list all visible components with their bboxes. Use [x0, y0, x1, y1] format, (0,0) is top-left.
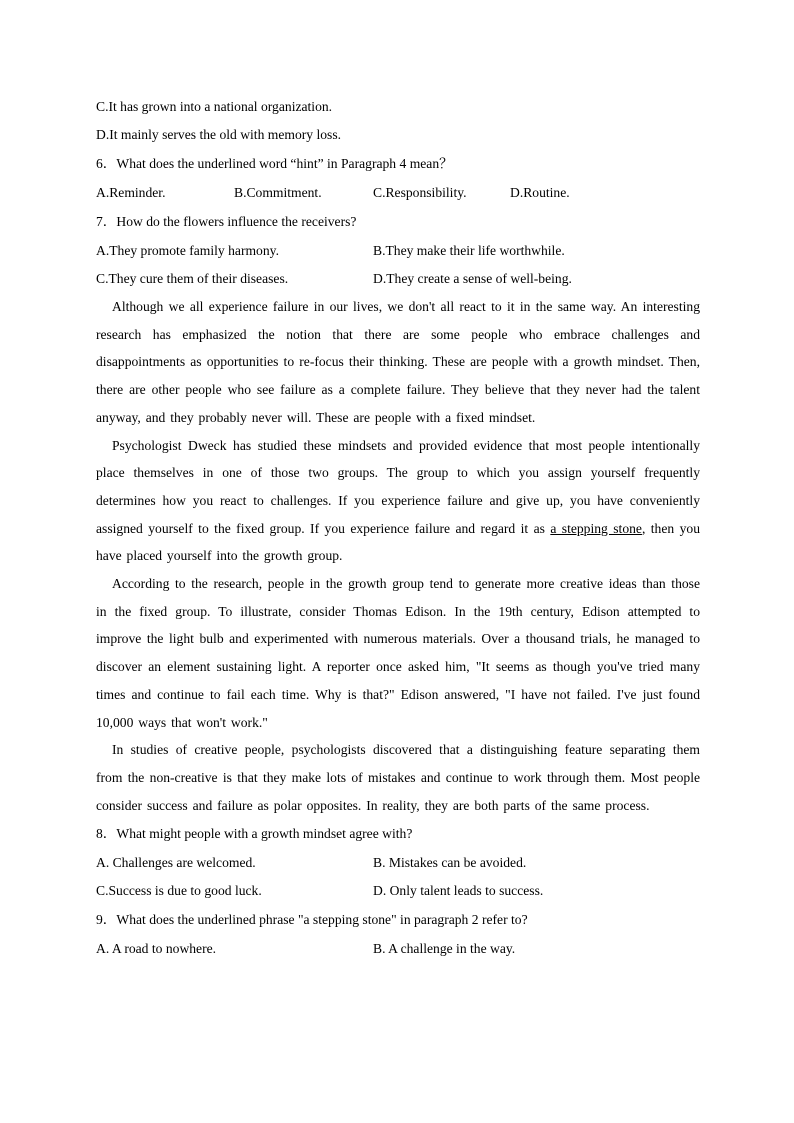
q7-option-b: B.They make their life worthwhile. [373, 243, 565, 258]
underlined-phrase: a stepping stone [550, 520, 642, 536]
passage-paragraph-1: Although we all experience failure in our lives, we don't all react to it in the same way. An interesting research has emphasized the notion that there are some people who embrace challenges and disappointments as opportunities to re-focus their thinking. These are people with a growth mindset. Then, there are other people who see failure as a complete failure. They believe that they never had the talent anyway, and they probably never will. These are people with a fixed mindset. [96, 299, 700, 425]
q9-option-a: A. A road to nowhere. [96, 941, 217, 957]
reading-passage [96, 293, 700, 819]
passage-paragraph-4: In studies of creative people, psychologists discovered that a distinguishing feature separating them from the non-creative is that they make lots of mistakes and continue to work through them. Most people consider success and failure as polar opposites. In reality, they are both parts of the same process. [96, 742, 700, 813]
q5-option-c: C.It has grown into a national organization. [96, 99, 333, 114]
q7-option-c: C.They cure them of their diseases. [96, 271, 289, 286]
q6-option-c: C.Responsibility. [373, 185, 467, 200]
q8-option-d: D. Only talent leads to success. [373, 883, 544, 899]
q6-stem: 6．What does the underlined word “hint” in Paragraph 4 mean？ [96, 156, 453, 171]
q7-options-row1 [96, 237, 700, 265]
q9-option-b: B. A challenge in the way. [373, 941, 516, 957]
p2-text-before: Psychologist Dweck has studied these mindsets and provided evidence that most people intentionally place themselves in one of those two groups. The group to which you assign yourself frequently determines how you react to challenges. If you experience failure and give up, you have conveniently assigned yourself to the fixed group. If you experience failure and regard it as [96, 437, 700, 536]
q8-stem: 8．What might people with a growth mindset agree with? [96, 826, 413, 842]
q8-option-a: A. Challenges are welcomed. [96, 855, 256, 871]
passage-paragraph-3: According to the research, people in the growth group tend to generate more creative ideas than those in the fixed group. To illustrate, consider Thomas Edison. In the 19th century, Edison attempted to improve the light bulb and experimented with numerous materials. Over a thousand trials, he managed to discover an element sustaining light. A reporter once asked him, "It seems as though you've tried many times and continue to fail each time. Why is that?" Edison answered, "I have not failed. I've just found 10,000 ways that won't work." [96, 576, 700, 730]
p2-text-after: , then you have placed yourself into the growth group. [96, 520, 700, 564]
q6-option-a: A.Reminder. [96, 185, 166, 200]
q7-option-d: D.They create a sense of well-being. [373, 271, 572, 286]
q6-option-b: B.Commitment. [234, 185, 322, 200]
q9-options [96, 935, 700, 963]
q8-options-row1 [96, 849, 700, 877]
q7-options-row2 [96, 265, 700, 293]
q7-stem: 7．How do the flowers influence the receivers? [96, 214, 357, 229]
q6-options [96, 179, 700, 207]
q6-option-d: D.Routine. [510, 185, 570, 200]
q9-stem: 9．What does the underlined phrase "a stepping stone" in paragraph 2 refer to? [96, 912, 528, 928]
q8-option-c: C.Success is due to good luck. [96, 883, 262, 899]
passage-paragraph-2 [96, 432, 700, 571]
q8-options-row2 [96, 877, 700, 905]
q7-option-a: A.They promote family harmony. [96, 243, 279, 258]
exam-page [96, 93, 700, 963]
q5-option-d: D.It mainly serves the old with memory loss. [96, 127, 342, 142]
q8-option-b: B. Mistakes can be avoided. [373, 855, 527, 871]
